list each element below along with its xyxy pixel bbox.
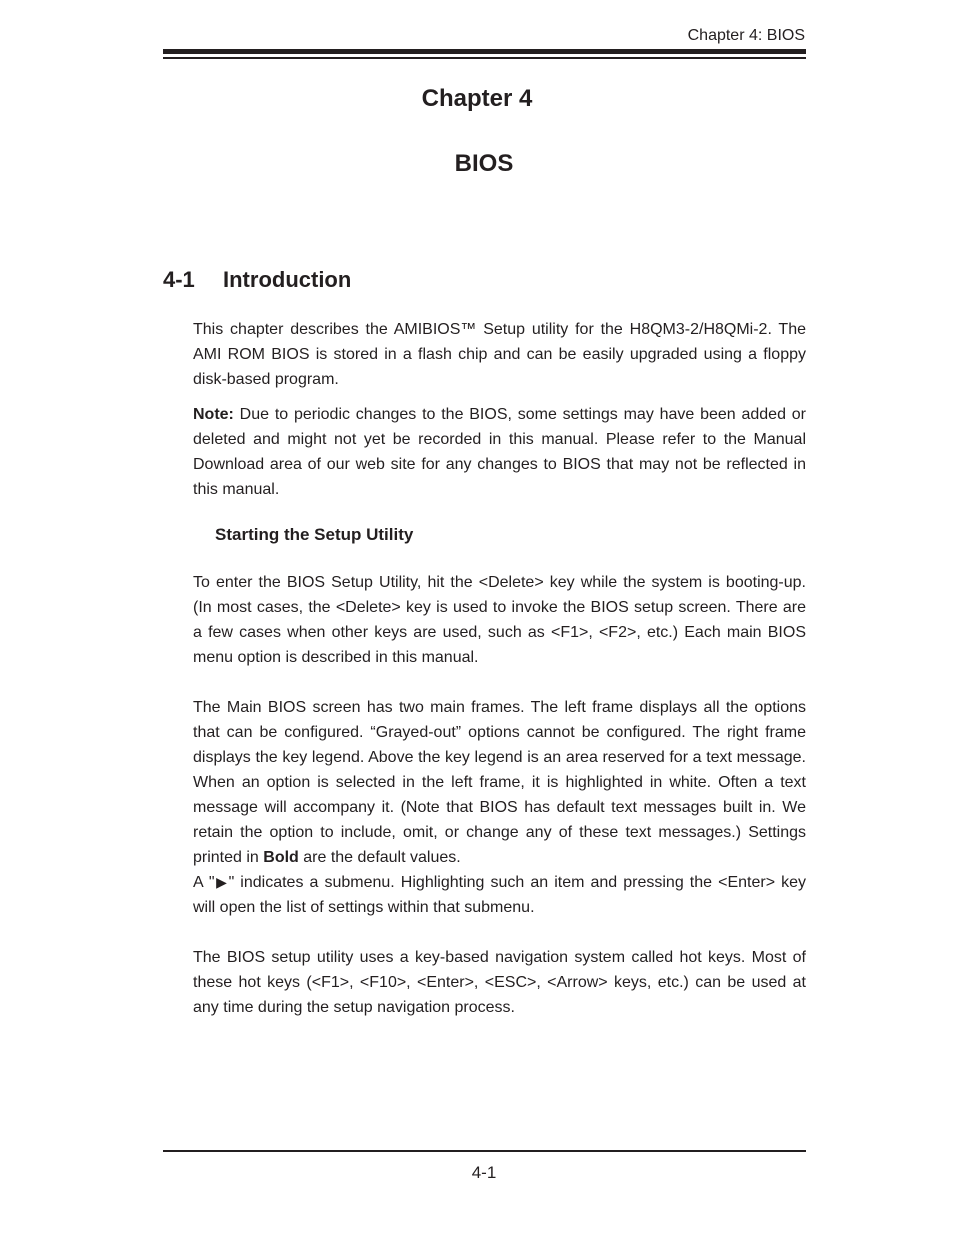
note-paragraph xyxy=(193,402,806,502)
intro-paragraph: This chapter describes the AMIBIOS™ Setup utility for the H8QM3-2/H8QMi-2. The AMI ROM BIOS is stored in a flash chip and can be easily upgraded using a floppy disk-based program. xyxy=(193,321,806,388)
page-number: 4-1 xyxy=(471,1163,497,1182)
section-number: 4-1 xyxy=(163,267,195,292)
play-triangle-icon: ▶ xyxy=(214,874,229,890)
note-label: Note: xyxy=(193,406,234,423)
header-rule-thick xyxy=(163,49,806,54)
hot-keys-paragraph: The BIOS setup utility uses a key-based navigation system called hot keys. Most of these hot keys (<F1>, <F10>, <Enter>, <ESC>, <Arrow> keys, etc.) can be used at any time during the setup navigation process. xyxy=(193,949,806,1016)
chapter-subtitle: BIOS xyxy=(454,150,514,177)
header-rule-thin xyxy=(163,57,806,59)
footer-rule xyxy=(163,1150,806,1152)
section-heading xyxy=(163,267,351,293)
chapter-title: Chapter 4 xyxy=(421,85,533,112)
submenu-prefix: A " xyxy=(193,874,215,891)
setup-entry-paragraph: To enter the BIOS Setup Utility, hit the <Delete> key while the system is booting-up. (In most cases, the <Delete> key is used to invoke the BIOS setup screen. There are a few cases when other keys are used, such as <F1>, <F2>, etc.) Each main BIOS menu option is described in this manual. xyxy=(193,574,806,666)
main-screen-paragraph xyxy=(193,695,806,920)
section-title: Introduction xyxy=(223,267,352,292)
note-text: Due to periodic changes to the BIOS, some settings may have been added or deleted and might not yet be recorded in this manual. Please refer to the Manual Download area of our web site for any changes to BIOS that may not be reflected in this manual. xyxy=(193,406,806,498)
main-screen-text: The Main BIOS screen has two main frames. The left frame displays all the options that can be configured. “Grayed-out” options cannot be configured. The right frame displays the key legend. Above the key legend is an area reserved for a text message. When an option is selected in the left frame, it is highlighted in white. Often a text message will accompany it. (Note that BIOS has default text messages built in. We retain the option to include, omit, or change any of these text messages.) Settings printed in xyxy=(193,699,806,866)
bold-keyword: Bold xyxy=(263,849,299,866)
default-values-text: are the default values. xyxy=(298,849,461,866)
submenu-text: " indicates a submenu. Highlighting such an item and pressing the <Enter> key will open the list of settings within that submenu. xyxy=(193,874,806,916)
running-header: Chapter 4: BIOS xyxy=(687,27,805,44)
subsection-heading: Starting the Setup Utility xyxy=(215,525,414,544)
